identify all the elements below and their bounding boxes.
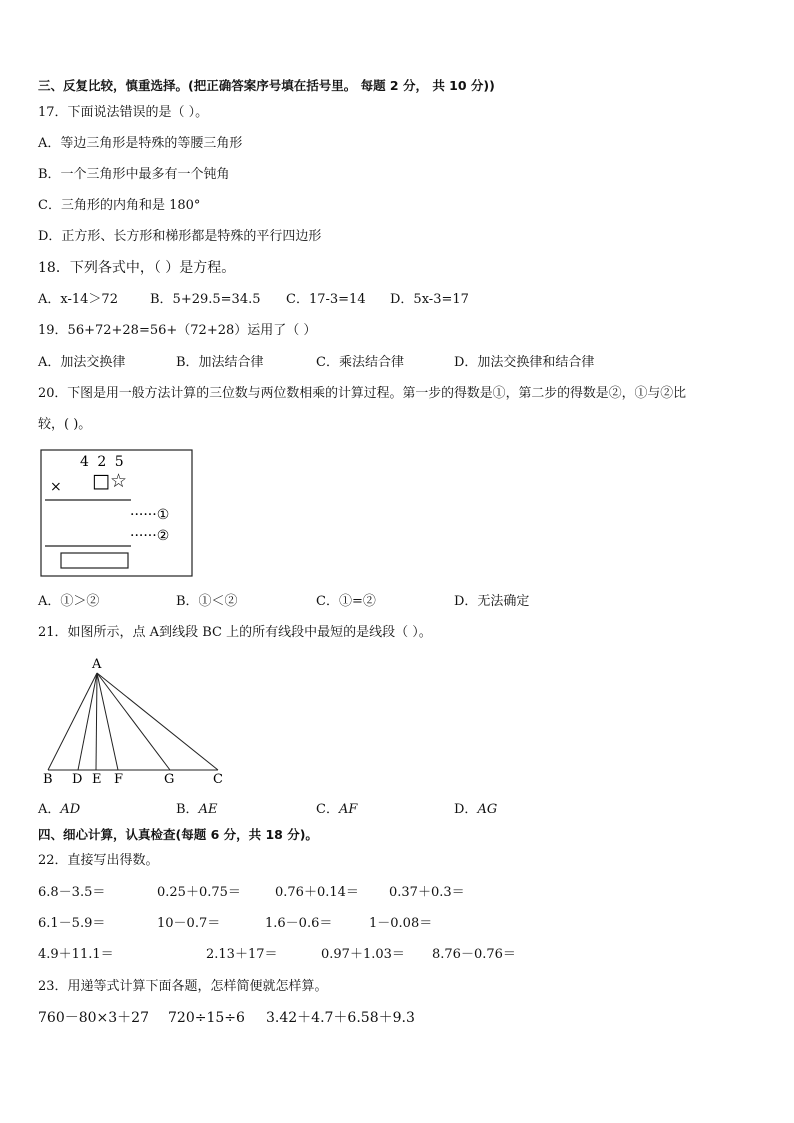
q20-option-c: C．①=② — [316, 594, 376, 609]
q22-r2-c3: 1.6－0.6＝ — [265, 916, 333, 931]
q20-option-b: B．①＜② — [176, 594, 238, 609]
q21-option-c: C．AF — [316, 802, 358, 817]
q20-option-a: A．①＞② — [38, 594, 100, 609]
q18-stem: 18．下列各式中，（ ）是方程。 — [38, 260, 236, 276]
q21-option-d: D．AG — [454, 802, 498, 817]
section3-heading: 三、反复比较，慎重选择。(把正确答案序号填在括号里。 每题 2 分， 共 10 分)) — [38, 78, 495, 93]
q22-r3-c1: 4.9＋11.1＝ — [38, 947, 114, 962]
q23-expr-2: 720÷15÷6 — [168, 1010, 245, 1026]
q22-r1-c1: 6.8－3.5＝ — [38, 885, 106, 900]
q21-option-b: B．AE — [176, 802, 218, 817]
section4-heading: 四、细心计算，认真检查(每题 6 分，共 18 分)。 — [38, 827, 318, 842]
point-d-label: D — [72, 772, 83, 787]
q20-multiplication-figure — [40, 449, 194, 579]
q20-times-sign: × — [50, 479, 62, 495]
q22-r1-c3: 0.76＋0.14＝ — [275, 885, 359, 900]
q18-option-d: D．5x-3=17 — [390, 292, 469, 307]
q17-option-b: B．一个三角形中最多有一个钝角 — [38, 167, 230, 182]
q20-option-d: D．无法确定 — [454, 594, 530, 609]
q22-stem: 22．直接写出得数。 — [38, 853, 159, 868]
q17-stem: 17．下面说法错误的是（ ）。 — [38, 105, 209, 120]
q19-stem: 19．56+72+28=56+（72+28）运用了（ ） — [38, 323, 317, 338]
q17-option-a: A．等边三角形是特殊的等腰三角形 — [38, 136, 243, 151]
point-g-label: G — [164, 772, 175, 787]
q22-r3-c2: 2.13＋17＝ — [206, 947, 278, 962]
point-b-label: B — [43, 772, 53, 787]
q19-option-a: A．加法交换律 — [38, 355, 126, 370]
q17-option-d: D．正方形、长方形和梯形都是特殊的平行四边形 — [38, 229, 322, 244]
q22-r2-c4: 1－0.08＝ — [369, 916, 433, 931]
q22-r2-c1: 6.1－5.9＝ — [38, 916, 106, 931]
q18-option-b: B．5+29.5=34.5 — [150, 292, 261, 307]
q22-r2-c2: 10－0.7＝ — [157, 916, 221, 931]
q20-step2-label: ······② — [130, 528, 170, 544]
q23-expr-1: 760－80×3＋27 — [38, 1010, 149, 1026]
q18-option-c: C．17-3=14 — [286, 292, 366, 307]
q21-stem: 21．如图所示，点 A到线段 BC 上的所有线段中最短的是线段（ ）。 — [38, 625, 432, 640]
q19-option-c: C．乘法结合律 — [316, 355, 404, 370]
q21-option-a: A．AD — [38, 802, 81, 817]
q20-step1-label: ······① — [130, 507, 170, 523]
q21-triangle-figure — [38, 655, 230, 790]
q20-stem-line1: 20．下图是用一般方法计算的三位数与两位数相乘的计算过程。第一步的得数是①，第二步的得数是②，①与②比 — [38, 386, 687, 401]
q23-stem: 23．用递等式计算下面各题，怎样简便就怎样算。 — [38, 979, 328, 994]
q17-option-c: C．三角形的内角和是 180° — [38, 198, 201, 213]
q22-r3-c4: 8.76－0.76＝ — [432, 947, 516, 962]
q23-expr-3: 3.42＋4.7＋6.58＋9.3 — [266, 1010, 415, 1026]
q19-option-d: D．加法交换律和结合律 — [454, 355, 595, 370]
point-a-label: A — [92, 657, 102, 672]
point-e-label: E — [92, 772, 102, 787]
q19-option-b: B．加法结合律 — [176, 355, 264, 370]
q22-r1-c4: 0.37＋0.3＝ — [389, 885, 465, 900]
point-f-label: F — [114, 772, 124, 787]
q22-r1-c2: 0.25＋0.75＝ — [157, 885, 241, 900]
q20-stem-line2: 较，( )。 — [38, 417, 92, 432]
point-c-label: C — [213, 772, 223, 787]
q18-option-a: A．x-14＞72 — [38, 292, 118, 307]
q22-r3-c3: 0.97＋1.03＝ — [321, 947, 405, 962]
q20-multiplier-boxes: □☆ — [92, 470, 127, 492]
q20-multiplicand: 4 2 5 — [80, 454, 126, 470]
